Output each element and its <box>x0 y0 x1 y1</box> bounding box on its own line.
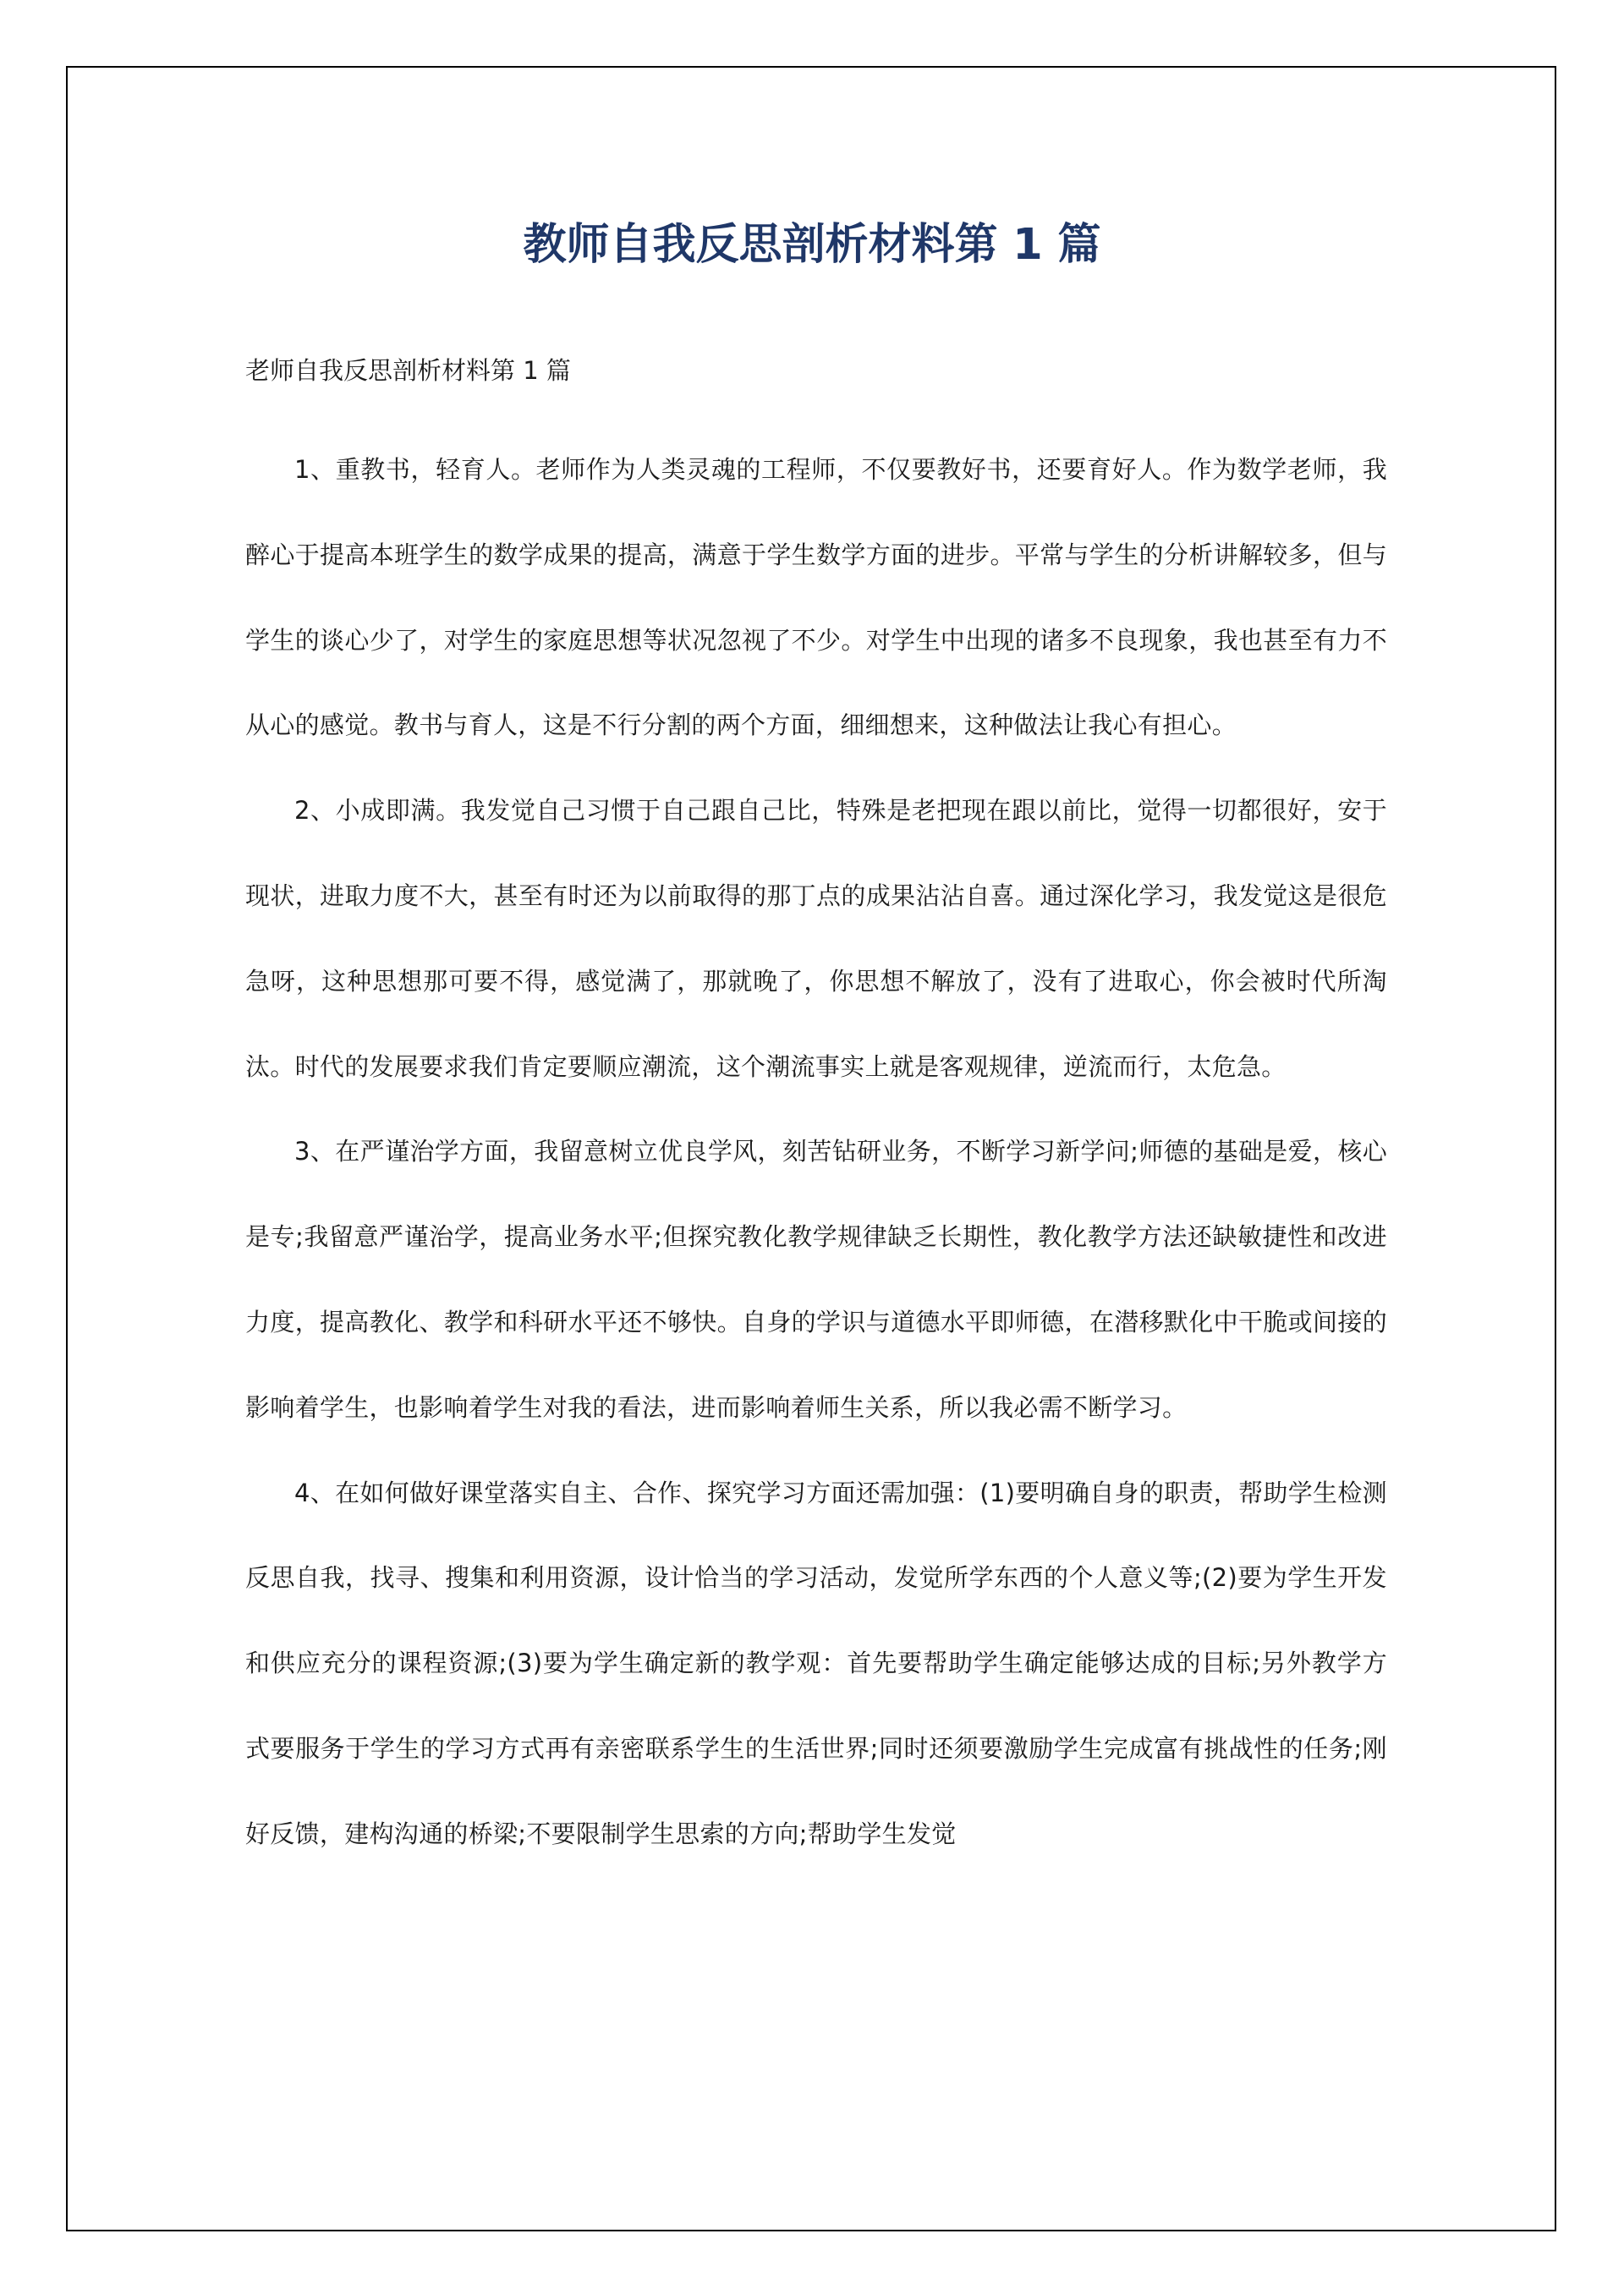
document-subtitle: 老师自我反思剖析材料第 1 篇 <box>245 356 571 385</box>
document-body <box>245 427 1387 1877</box>
paragraph-2: 2、小成即满。我发觉自己习惯于自己跟自己比，特殊是老把现在跟以前比，觉得一切都很好，安于现状，进取力度不大，甚至有时还为以前取得的那丁点的成果沾沾自喜。通过深化学习，我发觉这是很危急呀，这种思想那可要不得，感觉满了，那就晚了，你思想不解放了，没有了进取心，你会被时代所淘汰。时代的发展要求我们肯定要顺应潮流，这个潮流事实上就是客观规律，逆流而行，太危急。 <box>245 796 1387 1081</box>
paragraph-4: 4、在如何做好课堂落实自主、合作、探究学习方面还需加强：(1)要明确自身的职责，帮助学生检测反思自我，找寻、搜集和利用资源，设计恰当的学习活动，发觉所学东西的个人意义等;(2)要为学生开发和供应充分的课程资源;(3)要为学生确定新的教学观：首先要帮助学生确定能够达成的目标;另外教学方式要服务于学生的学习方式再有亲密联系学生的生活世界;同时还须要激励学生完成富有挑战性的任务;刚好反馈，建构沟通的桥梁;不要限制学生思索的方向;帮助学生发觉 <box>245 1478 1387 1848</box>
paragraph-1: 1、重教书，轻育人。老师作为人类灵魂的工程师，不仅要教好书，还要育好人。作为数学老师，我醉心于提高本班学生的数学成果的提高，满意于学生数学方面的进步。平常与学生的分析讲解较多，但与学生的谈心少了，对学生的家庭思想等状况忽视了不少。对学生中出现的诸多不良现象，我也甚至有力不从心的感觉。教书与育人，这是不行分割的两个方面，细细想来，这种做法让我心有担心。 <box>245 455 1387 740</box>
document-title: 教师自我反思剖析材料第 1 篇 <box>523 220 1101 270</box>
paragraph-3: 3、在严谨治学方面，我留意树立优良学风，刻苦钻研业务，不断学习新学问;师德的基础是爱，核心是专;我留意严谨治学，提高业务水平;但探究教化教学规律缺乏长期性，教化教学方法还缺敏捷性和改进力度，提高教化、教学和科研水平还不够快。自身的学识与道德水平即师德，在潜移默化中干脆或间接的影响着学生，也影响着学生对我的看法，进而影响着师生关系，所以我必需不断学习。 <box>245 1137 1387 1422</box>
